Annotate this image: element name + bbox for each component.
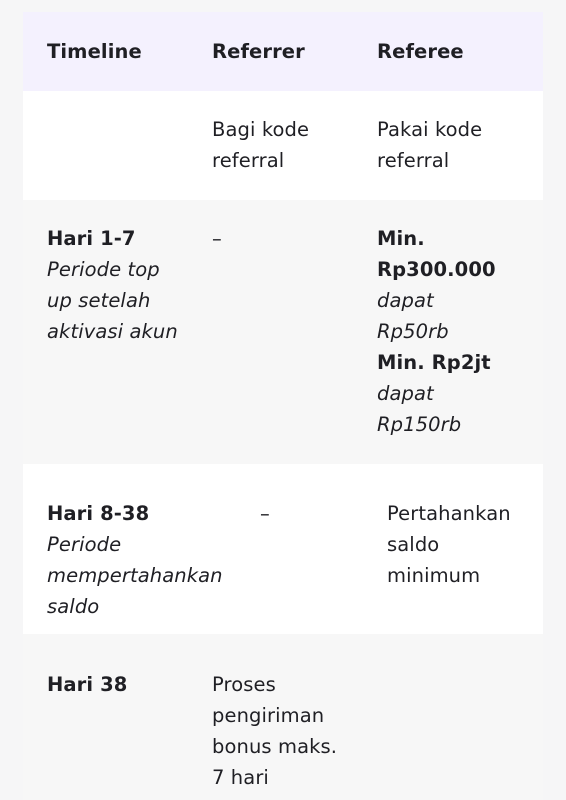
tier-condition: Min. Rp2jt (377, 351, 491, 374)
table-row (23, 464, 543, 634)
referrer-text: referral (212, 149, 285, 172)
referee-cell (387, 498, 511, 591)
referral-timeline-table (23, 12, 543, 800)
referee-text: saldo (387, 533, 440, 556)
referrer-cell (212, 669, 337, 793)
tier-reward: Rp50rb (377, 320, 449, 343)
timeline-desc: aktivasi akun (47, 320, 178, 343)
referrer-cell (260, 498, 270, 529)
tier-reward: dapat (377, 382, 434, 405)
referrer-text: Bagi kode (212, 118, 310, 141)
referrer-cell (212, 114, 309, 176)
header-timeline: Timeline (47, 40, 142, 63)
timeline-title: Hari 1-7 (47, 227, 136, 250)
referrer-cell (212, 223, 222, 254)
referee-text: Pertahankan (387, 502, 511, 525)
table-row (23, 634, 543, 800)
referee-text: minimum (387, 564, 481, 587)
tier-reward: Rp150rb (377, 413, 462, 436)
timeline-desc: Periode top (47, 258, 160, 281)
referee-text: referral (377, 149, 450, 172)
timeline-desc: Periode (47, 533, 122, 556)
tier-condition: Rp300.000 (377, 258, 496, 281)
timeline-title: Hari 8-38 (47, 502, 150, 525)
empty-dash: – (260, 502, 270, 525)
timeline-cell (47, 498, 223, 622)
referrer-text: pengiriman (212, 704, 325, 727)
table-header-row (23, 12, 543, 91)
empty-dash: – (212, 227, 222, 250)
header-referee: Referee (377, 40, 464, 63)
timeline-desc: up setelah (47, 289, 151, 312)
referrer-text: Proses (212, 673, 276, 696)
timeline-cell (47, 223, 178, 347)
referee-cell (377, 114, 482, 176)
table-row (23, 200, 543, 464)
timeline-desc: saldo (47, 595, 100, 618)
header-referrer: Referrer (212, 40, 305, 63)
tier-condition: Min. (377, 227, 425, 250)
timeline-cell (47, 669, 127, 700)
timeline-desc: mempertahankan (47, 564, 223, 587)
tier-reward: dapat (377, 289, 434, 312)
referee-cell (377, 223, 496, 440)
referrer-text: 7 hari (212, 766, 269, 789)
referrer-text: bonus maks. (212, 735, 338, 758)
table-row (23, 91, 543, 200)
timeline-title: Hari 38 (47, 673, 128, 696)
referee-text: Pakai kode (377, 118, 483, 141)
